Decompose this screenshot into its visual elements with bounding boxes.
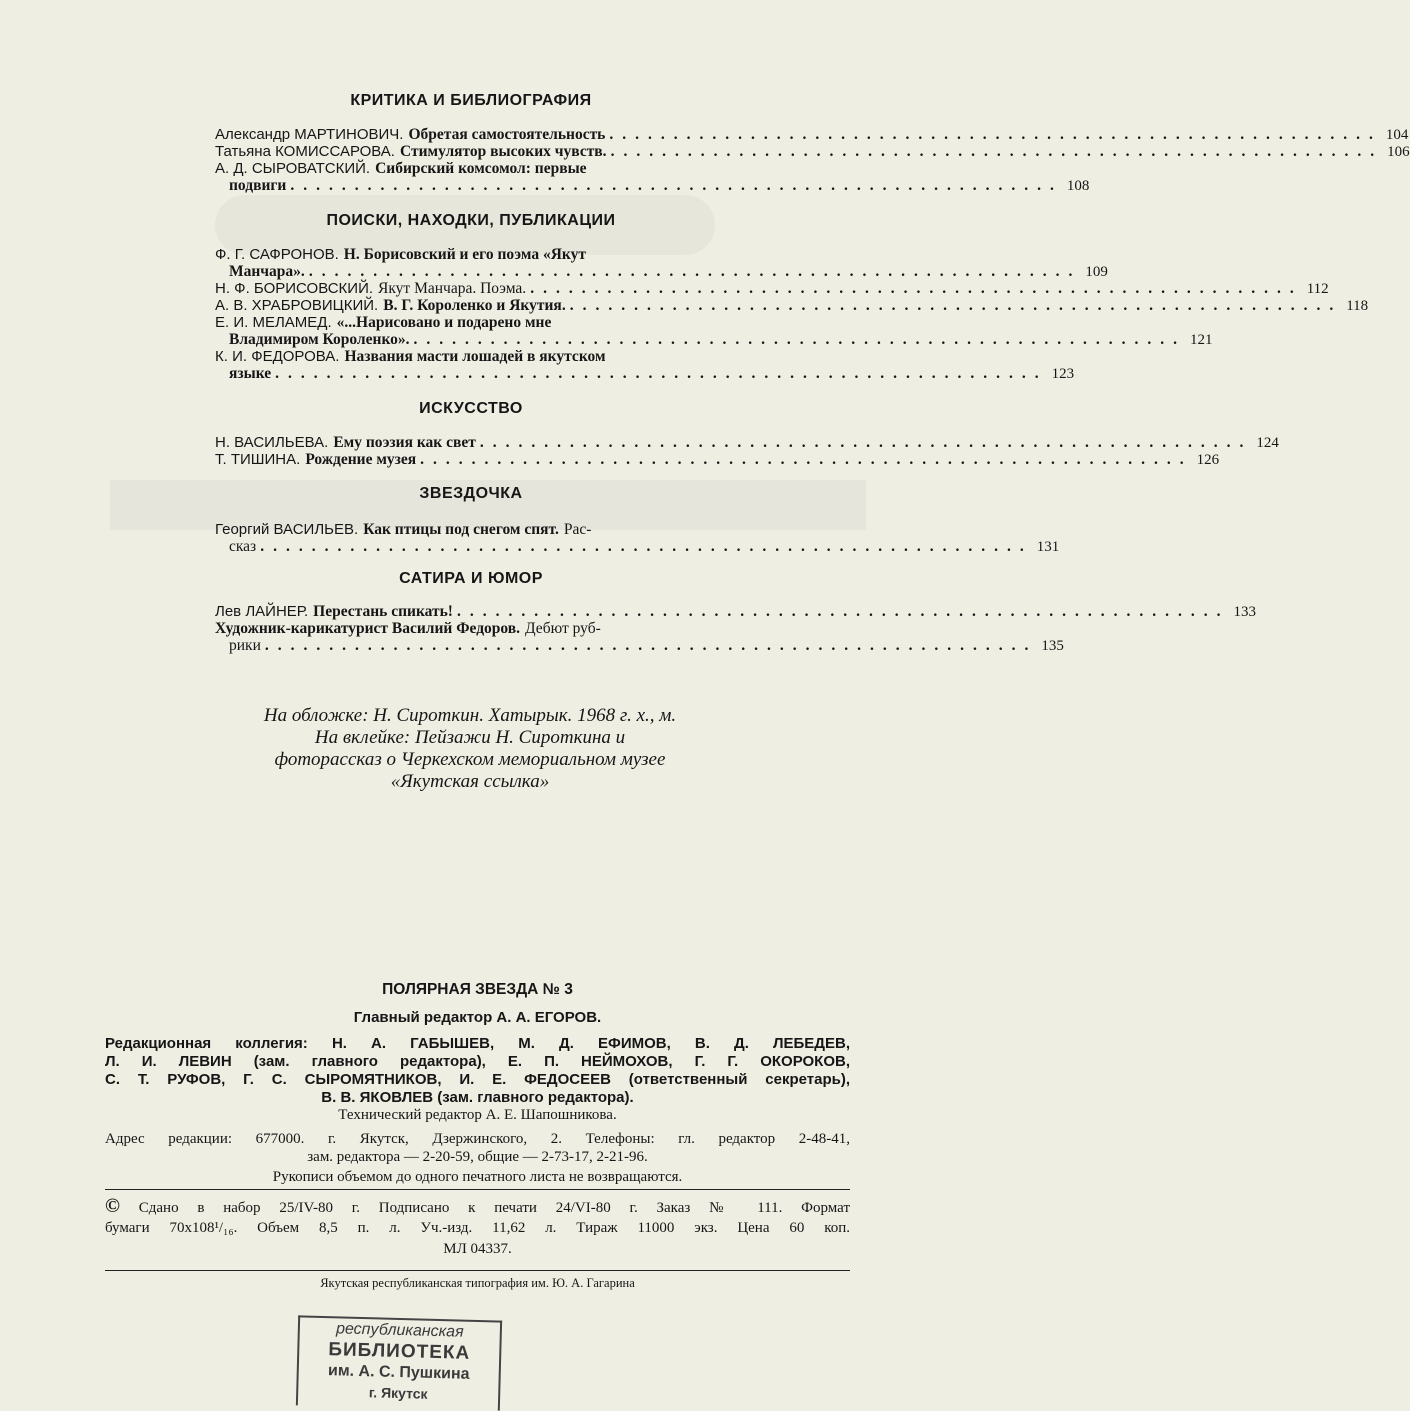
print-line3: МЛ 04337. bbox=[443, 1241, 512, 1257]
toc-entry[interactable]: Т. ТИШИНА. Рождение музея ............................................................ 126 bbox=[215, 451, 1220, 468]
page-number: 126 bbox=[1196, 452, 1220, 468]
manuscripts-note: Рукописи объемом до одного печатного листа не возвращаются. bbox=[272, 1169, 683, 1185]
chief-editor: Главный редактор А. А. ЕГОРОВ. bbox=[353, 1009, 602, 1026]
editorial-board-line2: Л. И. ЛЕВИН (зам. главного редактора), Е. П. НЕЙМОХОВ, Г. Г. ОКОРОКОВ, bbox=[105, 1053, 850, 1070]
toc-entry[interactable]: Художник-карикатурист Василий Федоров. Дебют руб- рики ............................................................ 135 bbox=[215, 620, 1064, 654]
toc-entry[interactable]: К. И. ФЕДОРОВА. Названия масти лошадей в якутском языке ............................................................ 123 bbox=[215, 348, 1075, 382]
page-number: 104 bbox=[1385, 127, 1409, 143]
toc-entry[interactable]: А. Д. СЫРОВАТСКИЙ. Сибирский комсомол: первые подвиги ............................................................ 108 bbox=[215, 160, 1090, 194]
section-title-criticism: КРИТИКА И БИБЛИОГРАФИЯ bbox=[350, 92, 592, 109]
editorial-board-line4: В. В. ЯКОВЛЕВ (зам. главного редактора). bbox=[321, 1089, 634, 1106]
toc-entry[interactable]: Н. ВАСИЛЬЕВА. Ему поэзия как свет ............................................................ 124 bbox=[215, 434, 1279, 451]
toc-entry[interactable]: А. В. ХРАБРОВИЦКИЙ. В. Г. Короленко и Якутия. ............................................................ 118 bbox=[215, 297, 1369, 314]
cover-note-2: На вклейке: Пейзажи Н. Сироткина и bbox=[314, 727, 626, 748]
address-line2: зам. редактора — 2-20-59, общие — 2-73-17, 2-21-96. bbox=[307, 1149, 648, 1165]
cover-note-1: На обложке: Н. Сироткин. Хатырык. 1968 г. х., м. bbox=[263, 705, 677, 726]
section-title-art: ИСКУССТВО bbox=[419, 400, 523, 417]
divider bbox=[105, 1189, 850, 1190]
toc-entry[interactable]: Георгий ВАСИЛЬЕВ. Как птицы под снегом спят. Рас- сказ ............................................................ 131 bbox=[215, 521, 1060, 555]
page-number: 131 bbox=[1036, 539, 1060, 555]
editorial-board-line1: Редакционная коллегия: Н. А. ГАБЫШЕВ, М. Д. ЕФИМОВ, В. Д. ЛЕБЕДЕВ, bbox=[105, 1035, 850, 1052]
page-number: 106 bbox=[1387, 144, 1410, 160]
cover-note-4: «Якутская ссылка» bbox=[390, 771, 550, 792]
toc-entry[interactable]: Ф. Г. САФРОНОВ. Н. Борисовский и его поэма «Якут Манчара». ............................................................ 109 bbox=[215, 246, 1108, 280]
page-number: 135 bbox=[1041, 638, 1064, 654]
page-number: 118 bbox=[1346, 298, 1369, 314]
print-line1: © Сдано в набор 25/IV-80 г. Подписано к печати 24/VI-80 г. Заказ № 111. Формат bbox=[105, 1195, 850, 1217]
print-line2: бумаги 70х108¹/₁₆. Объем 8,5 п. л. Уч.-изд. 11,62 л. Тираж 11000 экз. Цена 60 коп. bbox=[105, 1220, 850, 1236]
toc-entry[interactable]: Е. И. МЕЛАМЕД. «...Нарисовано и подарено мне Владимиром Короленко». ............................................................ 121 bbox=[215, 314, 1213, 348]
address-line1: Адрес редакции: 677000. г. Якутск, Дзержинского, 2. Телефоны: гл. редактор 2-48-41, bbox=[105, 1131, 850, 1147]
divider bbox=[105, 1270, 850, 1271]
toc-entry[interactable]: Лев ЛАЙНЕР. Перестань спикать! ............................................................ 133 bbox=[215, 603, 1256, 620]
page-number: 124 bbox=[1256, 435, 1279, 451]
cover-note-3: фоторассказ о Черкехском мемориальном музее bbox=[274, 749, 666, 770]
page-number: 123 bbox=[1051, 366, 1075, 382]
library-stamp: республиканская БИБЛИОТЕКА им. А. С. Пушкина г. Якутск bbox=[296, 1315, 502, 1410]
section-title-searches: ПОИСКИ, НАХОДКИ, ПУБЛИКАЦИИ bbox=[326, 212, 616, 229]
page-number: 133 bbox=[1233, 604, 1256, 620]
page-number: 121 bbox=[1190, 332, 1213, 348]
page-number: 112 bbox=[1306, 281, 1329, 297]
toc-entry[interactable]: Александр МАРТИНОВИЧ. Обретая самостоятельность ............................................................ 104 bbox=[215, 126, 1409, 143]
toc-entry[interactable]: Татьяна КОМИССАРОВА. Стимулятор высоких чувств. ............................................................ 106 bbox=[215, 143, 1410, 160]
section-title-satire: САТИРА И ЮМОР bbox=[399, 570, 543, 587]
printer-line: Якутская республиканская типография им. Ю. А. Гагарина bbox=[320, 1276, 635, 1290]
page-number: 109 bbox=[1085, 264, 1108, 280]
magazine-title: ПОЛЯРНАЯ ЗВЕЗДА № 3 bbox=[382, 981, 573, 998]
editorial-board-line3: С. Т. РУФОВ, Г. С. СЫРОМЯТНИКОВ, И. Е. ФЕДОСЕЕВ (ответственный секретарь), bbox=[105, 1071, 850, 1088]
toc-entry[interactable]: Н. Ф. БОРИСОВСКИЙ. Якут Манчара. Поэма. ............................................................ 112 bbox=[215, 280, 1329, 297]
copyright-icon: © bbox=[105, 1195, 120, 1217]
tech-editor: Технический редактор А. Е. Шапошникова. bbox=[338, 1107, 617, 1123]
page-number: 108 bbox=[1066, 178, 1090, 194]
section-title-star: ЗВЕЗДОЧКА bbox=[419, 485, 523, 502]
